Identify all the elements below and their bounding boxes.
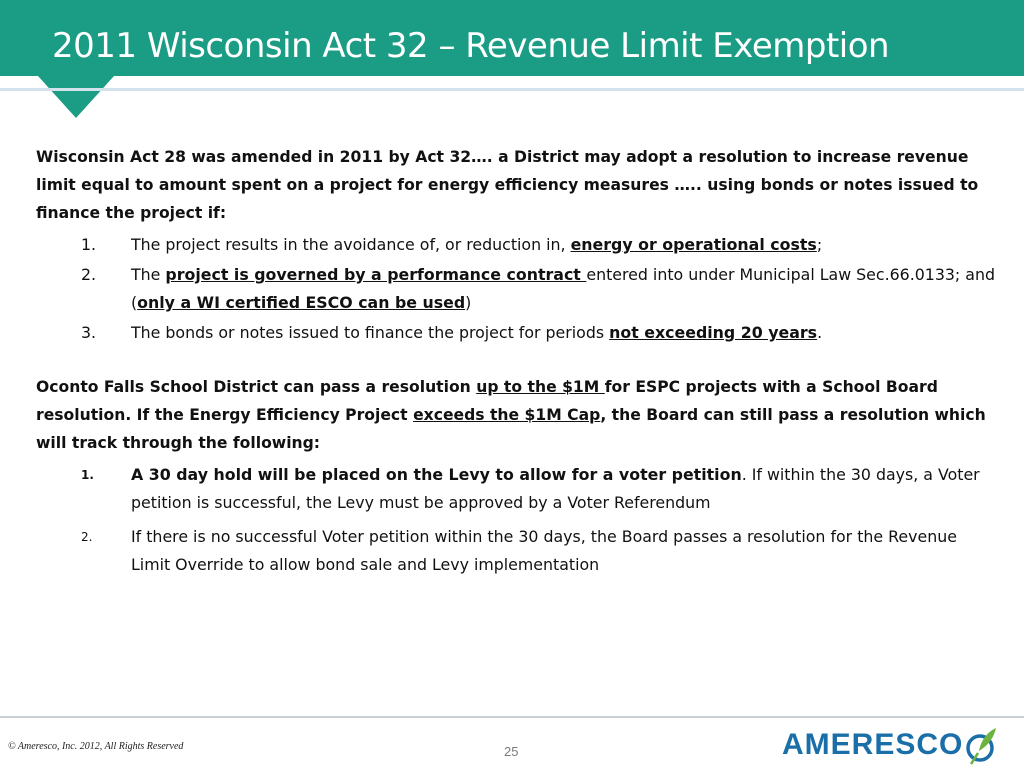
conditions-list xyxy=(36,231,996,347)
list-item: 1. A 30 day hold will be placed on the Levy to allow for a voter petition. If within the 30 days, a Voter petition is successful, the Levy must be approved by a Voter Referendum xyxy=(36,461,996,517)
list-number: 1. xyxy=(81,468,94,482)
leaf-swirl-icon xyxy=(965,725,999,765)
emphasis-text: energy or operational costs xyxy=(570,235,817,254)
emphasis-text: not exceeding 20 years xyxy=(609,323,818,342)
title-divider xyxy=(0,88,1024,91)
page-number: 25 xyxy=(504,744,519,759)
list-item: 2. The project is governed by a performance contract entered into under Municipal Law Sec.66.0133; and (only a WI certified ESCO can be used) xyxy=(36,261,996,317)
emphasis-text: exceeds the $1M Cap xyxy=(413,406,601,424)
list-item: 3. The bonds or notes issued to finance the project for periods not exceeding 20 years. xyxy=(36,319,996,347)
emphasis-text: project is governed by a performance contract xyxy=(165,265,587,284)
list-item: 1. The project results in the avoidance of, or reduction in, energy or operational costs; xyxy=(36,231,996,259)
list-item: 2. If there is no successful Voter petition within the 30 days, the Board passes a resolution for the Revenue Limit Override to allow bond sale and Levy implementation xyxy=(36,523,996,579)
list-number: 2. xyxy=(81,530,93,544)
list-number: 2. xyxy=(81,265,97,284)
copyright-notice: © Ameresco, Inc. 2012, All Rights Reserved xyxy=(8,741,184,752)
list-number: 1. xyxy=(81,235,97,254)
list-number: 3. xyxy=(81,323,97,342)
slide-body xyxy=(36,143,996,585)
slide-title: 2011 Wisconsin Act 32 – Revenue Limit Exemption xyxy=(52,26,890,66)
emphasis-text: only a WI certified ESCO can be used xyxy=(137,293,466,312)
district-paragraph: Oconto Falls School District can pass a resolution up to the $1M for ESPC projects with a School Board resolution. If the Energy Efficiency Project exceeds the $1M Cap, the Board can still pass a resolution which will track through the following: xyxy=(36,378,986,452)
intro-paragraph: Wisconsin Act 28 was amended in 2011 by Act 32…. a District may adopt a resolution to increase revenue limit equal to amount spent on a project for energy efficiency measures ….. using bonds or notes issued to finance the project if: xyxy=(36,148,979,222)
emphasis-text: up to the $1M xyxy=(476,378,605,396)
company-logo xyxy=(782,723,1018,767)
footer-divider xyxy=(0,716,1024,718)
logo-wordmark: AMERESCO xyxy=(782,728,964,761)
steps-list xyxy=(36,461,996,579)
